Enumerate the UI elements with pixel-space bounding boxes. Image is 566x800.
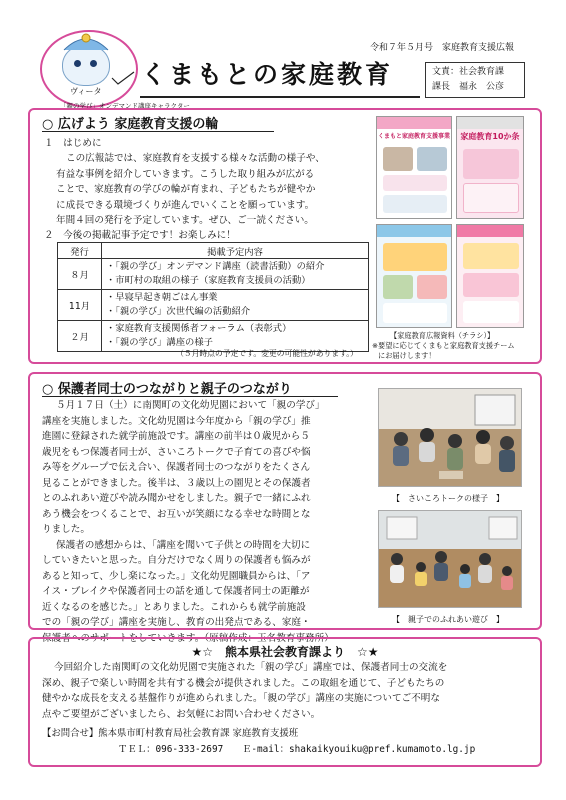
flyer-title: くまもと家庭教育支援事業 <box>377 133 450 140</box>
mascot-hair-icon <box>58 32 114 52</box>
contact-tel-email: ＴＥＬ：096-333-2697 Ｅ-mail：shakaikyouiku@pref.kumamoto.lg.jp <box>118 744 476 755</box>
report-line: とのふれあい遊びや読み聞かせをしました。親子で一緒にふれ <box>42 493 311 504</box>
schedule-item: ・「親の学び」講座の様子 <box>106 337 213 348</box>
section3-title: ★☆ 熊本県社会教育課より ☆★ <box>191 645 379 659</box>
mascot-checkmark-icon <box>110 70 136 88</box>
newsletter-title: くまもとの家庭教育 <box>141 60 394 89</box>
author-box <box>425 62 525 98</box>
schedule-items <box>102 321 369 352</box>
intro-line: 有益な事例を紹介していきます。こうした取り組みが広がる <box>56 168 315 180</box>
flyer-header-band <box>377 117 451 129</box>
schedule-item: ・「親の学び」次世代編の活動紹介 <box>106 306 251 317</box>
table-row <box>58 290 369 321</box>
intro-line: ことで、家庭教育の学びの輪が育まれ、子どもたちが健やか <box>56 184 316 195</box>
schedule-header-row <box>58 243 369 259</box>
photo-dice-talk-image <box>379 389 522 487</box>
report-line: イス・ブレイクや保護者同士の話を通して保護者同士の距離が <box>42 586 310 597</box>
schedule-month: ２月 <box>58 321 102 352</box>
mascot-caption: 「親の学び」オンデマンド講座キャラクター <box>60 102 190 110</box>
report-line: 近くなるのを感じた。」とありました。これからも就学前施設 <box>42 601 306 613</box>
message-line: 深め、親子で楽しい時間を共有する機会が提供されました。この取組を通じて、子どもたちの <box>42 677 445 689</box>
schedule-table <box>57 242 369 352</box>
schedule-item: ・市町村の取組の様子（家庭教育支援員の活動） <box>106 275 311 286</box>
schedule-item: ・早寝早起き朝ごはん事業 <box>106 292 218 303</box>
schedule-header-items: 掲載予定内容 <box>102 243 369 259</box>
office-message <box>42 660 536 722</box>
schedule-item: ・「親の学び」オンデマンド講座（読書活動）の紹介 <box>106 261 325 272</box>
schedule-heading: ２ 今後の掲載記事予定です！お楽しみに！ <box>44 230 236 241</box>
photo-dice-talk <box>378 388 522 487</box>
author-dept: 文責：社会教育課 <box>432 67 505 77</box>
report-line: 保護者の感想からは、「講座を聞いて子供との時間を大切に <box>56 539 311 551</box>
intro-heading: １ はじめに <box>44 138 102 149</box>
section1-title: ○ 広げよう 家庭教育支援の輪 <box>42 117 219 132</box>
report-line: していきたいと思った。自分だけでなく周りの保護者も悩みが <box>42 555 311 566</box>
report-line: 保護者へのサポートをしていきます。（原稿作成：玉名教育事務所） <box>42 632 334 644</box>
photo-parent-child-play-caption: 【 親子でのふれあい遊び 】 <box>392 615 504 624</box>
schedule-item: ・家庭教育支援関係者フォーラム（表彰式） <box>106 323 292 334</box>
flyer-header-band <box>457 225 523 237</box>
report-line: ５月１７日（土）に南関町の文化幼児園において「親の学び」 <box>56 400 325 411</box>
message-line: 今回紹介した南関町の文化幼児園で実施された「親の学び」講座では、保護者同士の交流を <box>54 662 448 673</box>
schedule-month: ８月 <box>58 259 102 290</box>
mascot-name: ヴィータ <box>70 87 102 96</box>
photo-parent-child-play <box>378 510 522 608</box>
author-name: 課長 福永 公彦 <box>432 82 505 92</box>
intro-line: この広報誌では、家庭教育を支援する様々な活動の様子や、 <box>66 153 325 164</box>
report-line: 講座を実施しました。文化幼児園は今年度から「親の学び」推 <box>42 415 311 427</box>
schedule-items <box>102 290 369 321</box>
flyer-header-band <box>457 117 523 129</box>
flyer-early-to-bed <box>456 224 524 328</box>
report-line: あう機会をつくることで、お互いが笑顔になる幸せな時間とな <box>42 508 311 520</box>
report-line: での「親の学び」講座を実施し、教育の出発点である、家庭・ <box>42 617 311 628</box>
photo-dice-talk-caption: 【 さいころトークの様子 】 <box>392 494 504 503</box>
contact-info: 【お問合せ】熊本県市町村教育局社会教育課 家庭教育支援班 <box>42 728 299 739</box>
section2-title: ○ 保護者同士のつながりと親子のつながり <box>42 382 292 397</box>
schedule-note: （５月時点の予定です。変更の可能性があります。） <box>176 349 358 358</box>
schedule-header-month: 発行 <box>58 243 102 259</box>
title-underline <box>140 96 420 98</box>
flyer-caption-note: にお届けします！ <box>378 351 436 360</box>
flyer-parent-learning <box>376 224 452 328</box>
report-line: 進園に登録された就学前施設です。講座の前半は０歳児から５ <box>42 431 310 442</box>
schedule-month: 11月 <box>58 290 102 321</box>
report-line: 見ることができました。後半は、３歳以上の園児とその保護者 <box>42 477 311 489</box>
mascot-right-eye <box>90 60 97 67</box>
flyer-caption: 【家庭教育広報資料（チラシ）】 <box>390 331 495 340</box>
intro-line: 年間４回の発行を予定しています。ぜひ、ご一読ください。 <box>56 215 314 226</box>
intro-paragraph <box>56 151 372 229</box>
report-paragraph <box>42 398 378 646</box>
flyer-caption-note: ※要望に応じてくまもと家庭教育支援チーム <box>372 341 515 350</box>
table-row <box>58 259 369 290</box>
photo-parent-child-play-image <box>379 511 522 608</box>
report-line: 歳児をもつ保護者同士が、さいころトークで子育ての喜びや悩 <box>42 446 311 458</box>
mascot-left-eye <box>74 60 81 67</box>
section2-title-rule <box>42 396 338 397</box>
flyer-header-band <box>377 225 451 237</box>
issue-line: 令和７年５月号 家庭教育支援広報 <box>370 43 515 53</box>
flyer-ten-articles <box>456 116 524 219</box>
report-line: りました。 <box>42 524 90 535</box>
flyer-title: 家庭教育10か条 <box>460 132 520 141</box>
message-line: 健やかな成長を支える基盤作りが進められました。「親の学び」講座の実施についてご不明な <box>42 693 440 704</box>
table-row <box>58 321 369 352</box>
intro-line: に成長できる環境づくりが進んでいくことを願っています。 <box>56 199 315 211</box>
section1-title-rule <box>42 131 274 132</box>
report-line: あると知って、少し楽になった。」文化幼児園職員からは、「ア <box>42 570 311 582</box>
message-line: 点やご要望がございましたら、お気軽にお問い合わせください。 <box>42 708 321 720</box>
report-line: み等をグループで伝え合い、保護者同士のつながりをたくさん <box>42 462 311 473</box>
flyer-support-project <box>376 116 452 219</box>
schedule-items <box>102 259 369 290</box>
